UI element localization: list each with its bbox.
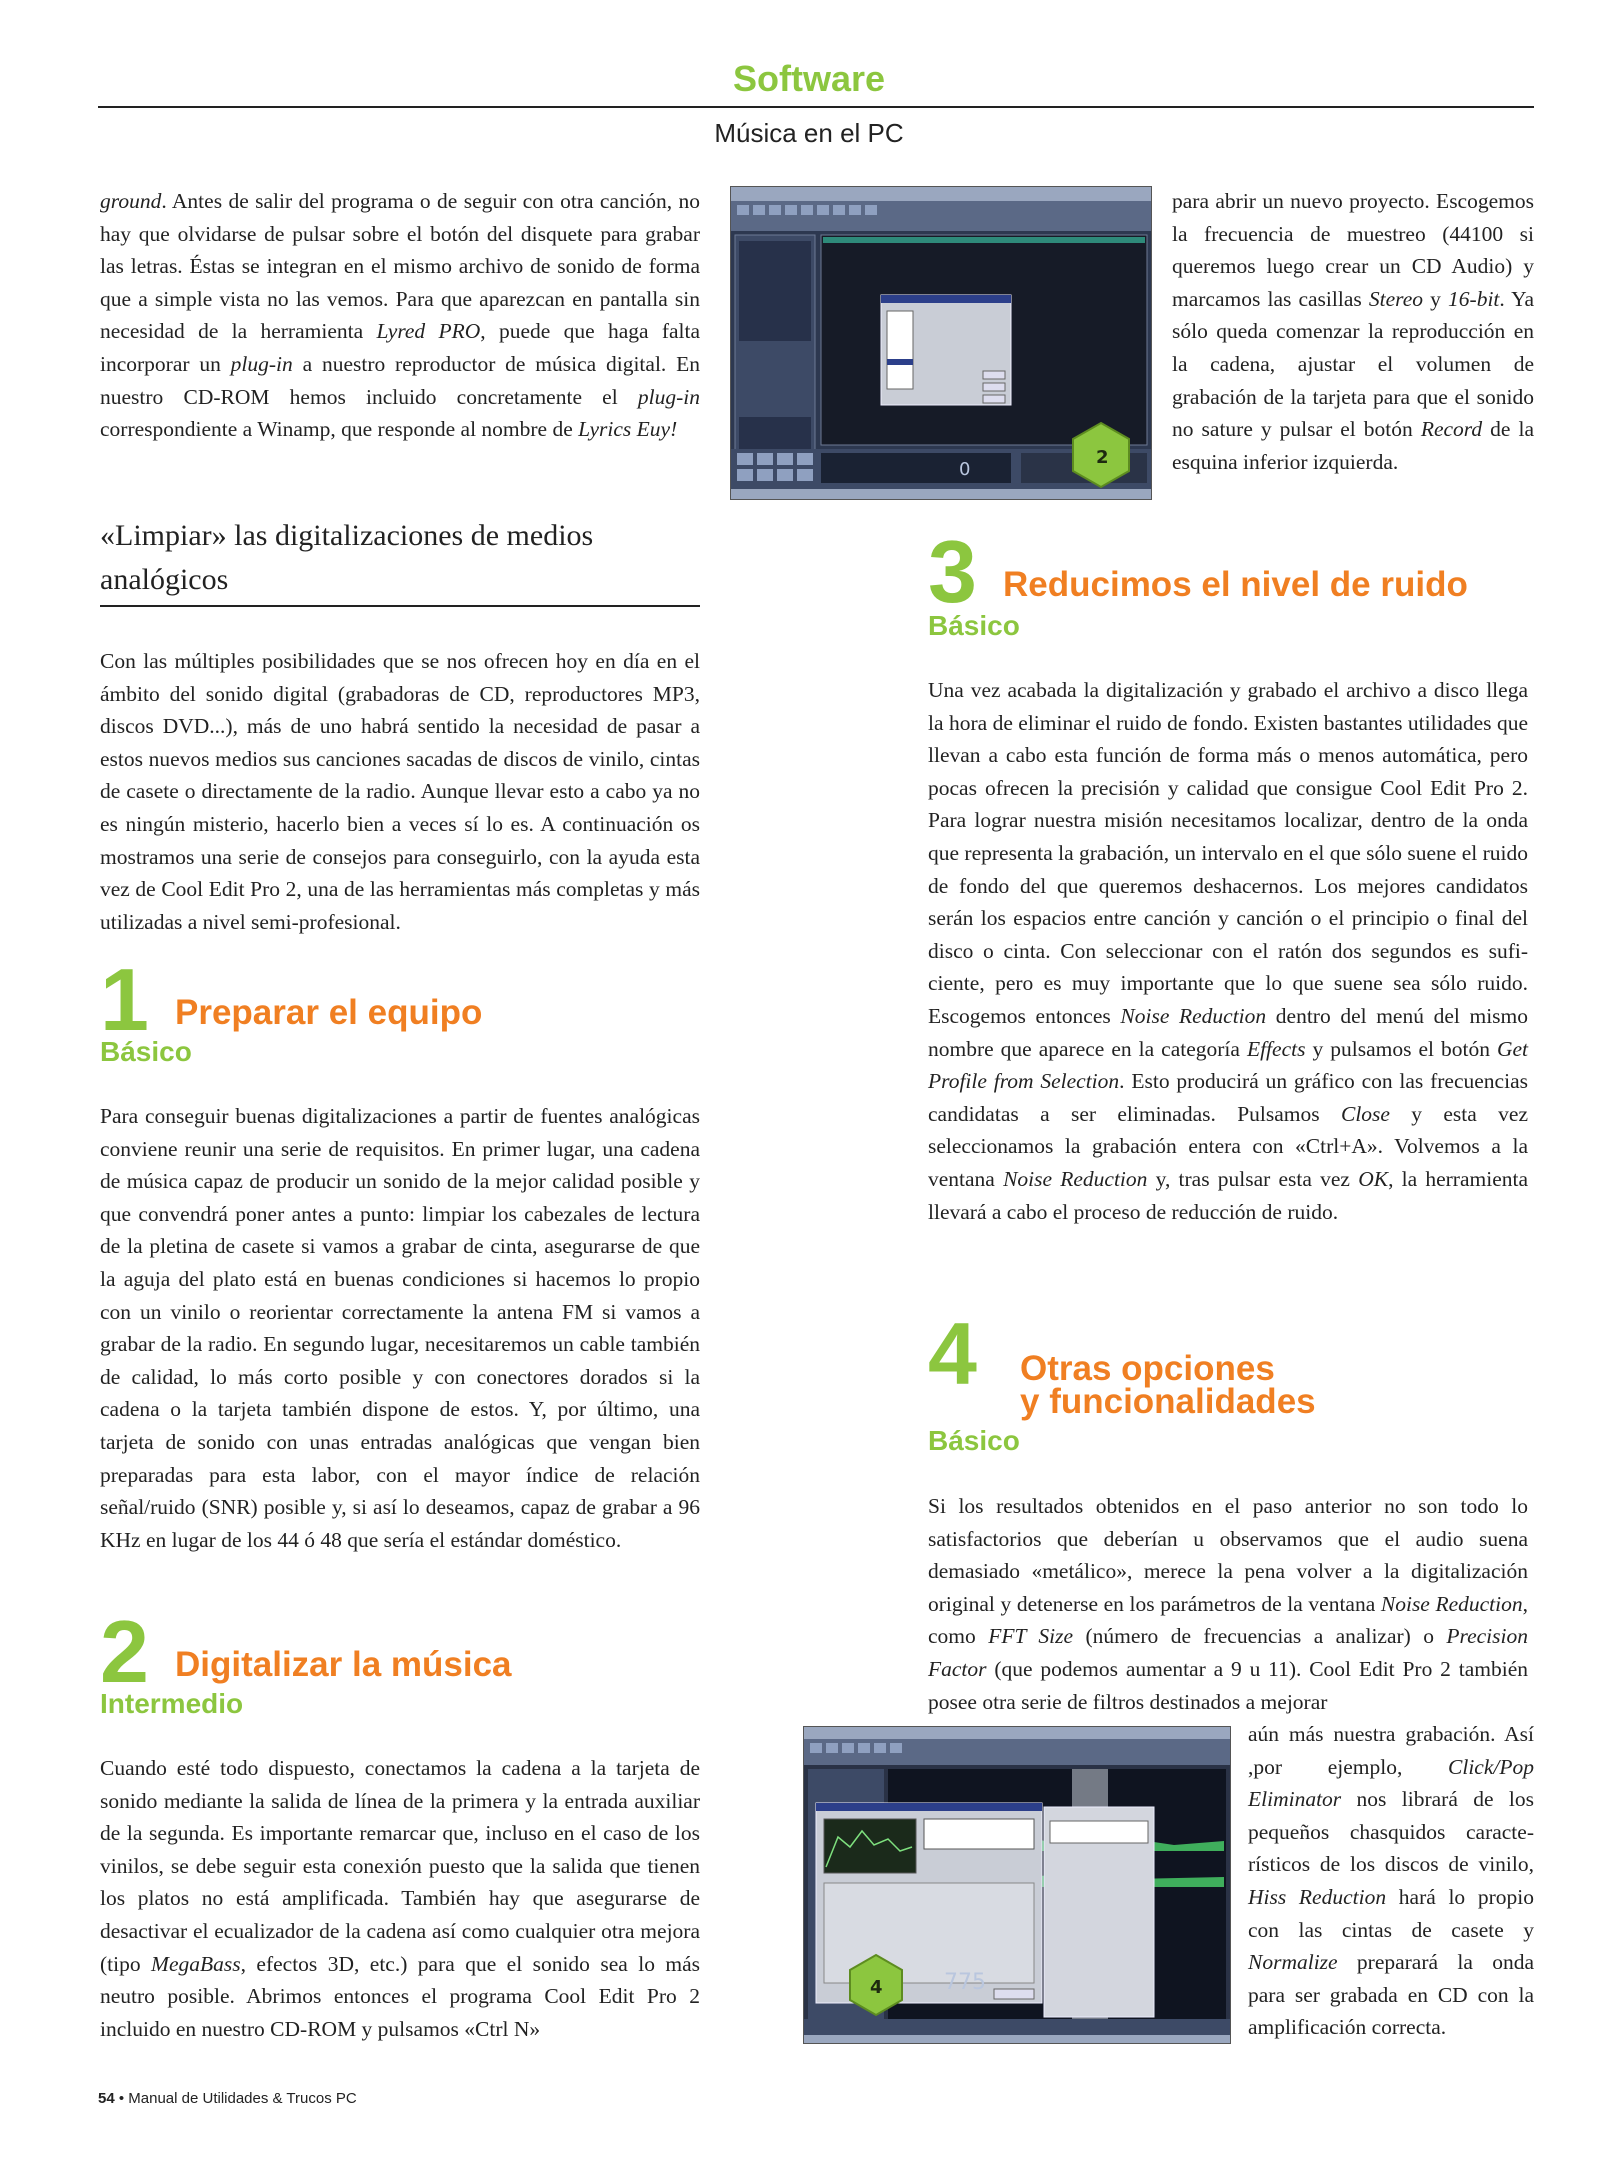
step4-text: aún más nuestra grabación. Así ,por ejemplo,: [1248, 1722, 1534, 1779]
step3-text: y, tras pulsar esta vez: [1147, 1166, 1359, 1191]
intro-text: . Antes de salir del programa o de seguir con otra canción, no hay que olvidarse de pulsar sobre el botón del disquete para grabar las letras. Éstas se integran en el mismo archivo de sonido de forma que a simple vista no las vemos. Para que aparezcan en pantalla sin necesidad de la herramienta: [100, 189, 700, 344]
step2-badge-number: 2: [1096, 447, 1109, 468]
step4-text: Noise Reduction: [1380, 1591, 1523, 1616]
step3-text: OK: [1358, 1166, 1389, 1191]
intro-paragraph: [100, 185, 700, 446]
step4-text: FFT Size: [988, 1624, 1074, 1649]
step2-title: Digitalizar la música: [175, 1645, 512, 1684]
intro-text: plug-in: [637, 384, 700, 409]
step4-text: Precision Factor: [928, 1624, 1528, 1681]
screenshot-record: [730, 186, 1152, 500]
section-title: Software: [732, 58, 886, 99]
header-rule: [98, 106, 1534, 108]
step4-text: Hiss Reduction: [1248, 1884, 1387, 1909]
step4-text: , como: [928, 1591, 1529, 1649]
step2-cont-text: Record: [1420, 417, 1483, 442]
screenshot-noise-graphic: [804, 1727, 1230, 2043]
step3-number: 3: [928, 522, 977, 621]
step4-text: hará lo propio con las cintas de casete y: [1248, 1884, 1534, 1942]
screenshot-record-graphic: [731, 187, 1151, 499]
step2-cont-text: . Ya sólo queda comenzar la reproducción en la cadena, ajustar el volumen de grabación de la tarjeta para que el sonido no sature y pulsar el botón: [1172, 286, 1535, 442]
section-subheading: «Limpiar» las digitalizaciones de medios analógicos: [100, 519, 594, 596]
step4-title-line2: y funcionalidades: [1020, 1382, 1316, 1421]
step3-text: . Esto producirá un gráfico con las frecuencias candidatas a ser eliminadas. Pulsamos: [928, 1069, 1528, 1126]
record-counter: 0: [959, 459, 971, 480]
step2-text: Cuando esté todo dispuesto, conectamos la cadena a la tarjeta de sonido mediante la salida de línea de la primera y la entrada auxiliar de la segunda. Es importante remarcar que, incluso en el caso de los vinilos, se debe seguir esta conexión puesto que la salida que tienen los platos no está amplificada. También hay que asegurarse de desactivar el ecualizador de la cadena así como cualquier otra mejora (tipo: [100, 1756, 700, 1976]
step2-text: , efectos 3D, etc.) para que el sonido sea lo más neutro posible. Abrimos entonces el programa Cool Edit Pro 2 incluido en nuestro CD-ROM y pulsamos «Ctrl N»: [100, 1951, 701, 2041]
step3-text: Una vez acabada la digitalización y grabado el archivo a disco llega la hora de eliminar el ruido de fondo. Existen bastantes utilidades que llevan a cabo esta función de forma más o menos automática, pero pocas ofrecen la precisión y calidad que consigue Cool Edit Pro 2. Para lograr nuestra misión necesitamos localizar, dentro de la onda que representa la grabación, un intervalo en el que sólo suene el ruido de fondo del que queremos deshacernos. Los mejores candidatos serán los espacios entre canción y canción o el principio o final del disco o cinta. Con seleccionar con el ratón dos segundos es suficiente, pero es muy importante que lo que suene sea sólo ruido. Escogemos entonces: [928, 678, 1528, 1028]
step2-cont-text: y: [1423, 286, 1449, 311]
intro-text: Lyred PRO: [376, 319, 481, 344]
step4-paragraph-top: [928, 1490, 1528, 1718]
step2-cont-text: para abrir un nuevo proyecto. Escogemos la frecuencia de muestreo (44100 si queremos luego crear un CD Audio) y marcamos las casillas: [1172, 189, 1534, 311]
intro-text: plug-in: [230, 351, 293, 376]
step3-text: Effects: [1246, 1036, 1306, 1061]
step3-text: Noise Reduction: [1120, 1003, 1267, 1028]
step3-text: y pulsamos el botón: [1305, 1036, 1497, 1061]
step2-cont-text: Stereo: [1368, 286, 1424, 311]
step3-text: Close: [1340, 1101, 1390, 1126]
footer-title: Manual de Utilidades & Trucos PC: [128, 2090, 357, 2107]
step3-text: y esta vez seleccionamos la grabación entera con «Ctrl+A». Volvemos a la ventana: [928, 1101, 1528, 1191]
step1-paragraph: [100, 1100, 700, 1556]
step4-text: Normalize: [1248, 1950, 1338, 1975]
step4-text: (número de frecuencias a analizar) o: [1073, 1624, 1447, 1649]
step4-title-line1: Otras opciones: [1020, 1349, 1275, 1388]
step1-title: Preparar el equipo: [175, 993, 483, 1032]
intro-text: , puede que haga falta incorporar un: [100, 319, 701, 376]
noise-counter: 775: [944, 1970, 986, 1995]
step4-number: 4: [928, 1304, 977, 1403]
step2-cont-text: 16-bit: [1448, 286, 1500, 311]
step1-number: 1: [100, 950, 149, 1049]
step3-text: , la herramienta llevará a cabo el proceso de reducción de ruido.: [928, 1166, 1529, 1224]
step4-paragraph-side: [1248, 1718, 1534, 2044]
subheading-rule: [100, 605, 700, 607]
page-number: 54: [98, 2090, 115, 2107]
step3-level: Básico: [928, 610, 1020, 641]
intro-text: a nuestro reproductor de música digital. En nuestro CD-ROM hemos incluido concretamente el: [100, 351, 700, 409]
step3-paragraph: [928, 674, 1528, 1228]
step4-text: Click/Pop Eliminator: [1248, 1754, 1534, 1812]
step2-cont-text: de la esquina inferior izquierda.: [1172, 417, 1535, 474]
step1-level: Básico: [100, 1036, 192, 1067]
intro-text: ground: [100, 189, 162, 213]
step3-text: Get Profile from Selection: [928, 1036, 1528, 1094]
step2-text: MegaBass: [151, 1951, 241, 1976]
step4-text: preparará la onda para ser grabada en CD con la amplificación correcta.: [1248, 1950, 1534, 2040]
step4-text: nos librará de los pequeños chasquidos característicos de los discos de vinilo,: [1248, 1787, 1534, 1877]
step1-text: Para conseguir buenas digitalizaciones a partir de fuentes analógicas conviene reunir una serie de requisitos. En primer lugar, una cadena de música capaz de producir un sonido de la mejor calidad posible y que convendrá poner antes a punto: limpiar los cabezales de lectura de la pletina de casete si vamos a grabar de cinta, asegurarse de que la aguja del plato está en buenas condiciones si hacemos lo propio con un vinilo o reorientar correctamente la antena FM si vamos a grabar de la radio. En segundo lugar, necesitaremos un cable también de calidad, lo más corto posible y con conectores dorados si la cadena o la tarjeta también dispone de estos. Y, por último, una tarjeta de sonido con unas entradas analógicas que vengan bien preparadas para esta labor, con el mayor índice de relación señal/ruido (SNR) posible y, si así lo deseamos, capaz de grabar a 96 KHz en lugar de los 44 ó 48 que sería el estándar doméstico.: [100, 1104, 700, 1552]
step2-level: Intermedio: [100, 1688, 244, 1719]
step4-text: (que podemos aumentar a 9 u 11). Cool Edit Pro 2 también posee otra serie de filtros destinados a mejorar: [928, 1656, 1528, 1714]
subheading-paragraph: [100, 645, 700, 938]
step4-level: Básico: [928, 1425, 1020, 1456]
intro-text: Lyrics Euy!: [578, 417, 678, 442]
subheading-text: Con las múltiples posibilidades que se nos ofrecen hoy en día en el ámbito del sonido digital (grabadoras de CD, reproductores MP3, discos DVD...), más de uno habrá sentido la necesidad de pasar a estos nuevos medios sus canciones sacadas de discos de vinilo, cintas de casete o directamente de la radio. Aunque llevar esto a cabo ya no es ningún misterio, hacerlo bien a veces sí lo es. A continuación os mostramos una serie de consejos para conseguirlo, con la ayuda esta vez de Cool Edit Pro 2, una de las herramientas más completas y más utilizadas a nivel semi-profesional.: [100, 649, 700, 934]
step3-text: dentro del menú del mismo nombre que aparece en la categoría: [928, 1003, 1529, 1061]
step2-continuation: [1172, 185, 1534, 478]
subsection-title: Música en el PC: [714, 118, 904, 148]
step3-title: Reducimos el nivel de ruido: [1003, 565, 1468, 604]
page-footer: [98, 2090, 357, 2107]
screenshot-noise-reduction: [803, 1726, 1231, 2044]
step3-text: Noise Reduction: [1003, 1166, 1148, 1191]
step4-text: Si los resultados obtenidos en el paso anterior no son todo lo satisfactorios que deberían u observamos que el audio suena demasiado «metálico», merece la pena volver a la digitalización original y detenerse en los parámetros de la ventana: [928, 1494, 1528, 1616]
step2-number: 2: [100, 1602, 149, 1701]
step2-paragraph: [100, 1752, 700, 2045]
step4-badge-number: 4: [870, 1977, 883, 1998]
intro-text: correspondiente a Winamp, que responde al nombre de: [100, 417, 579, 442]
footer-bullet: •: [114, 2090, 129, 2107]
